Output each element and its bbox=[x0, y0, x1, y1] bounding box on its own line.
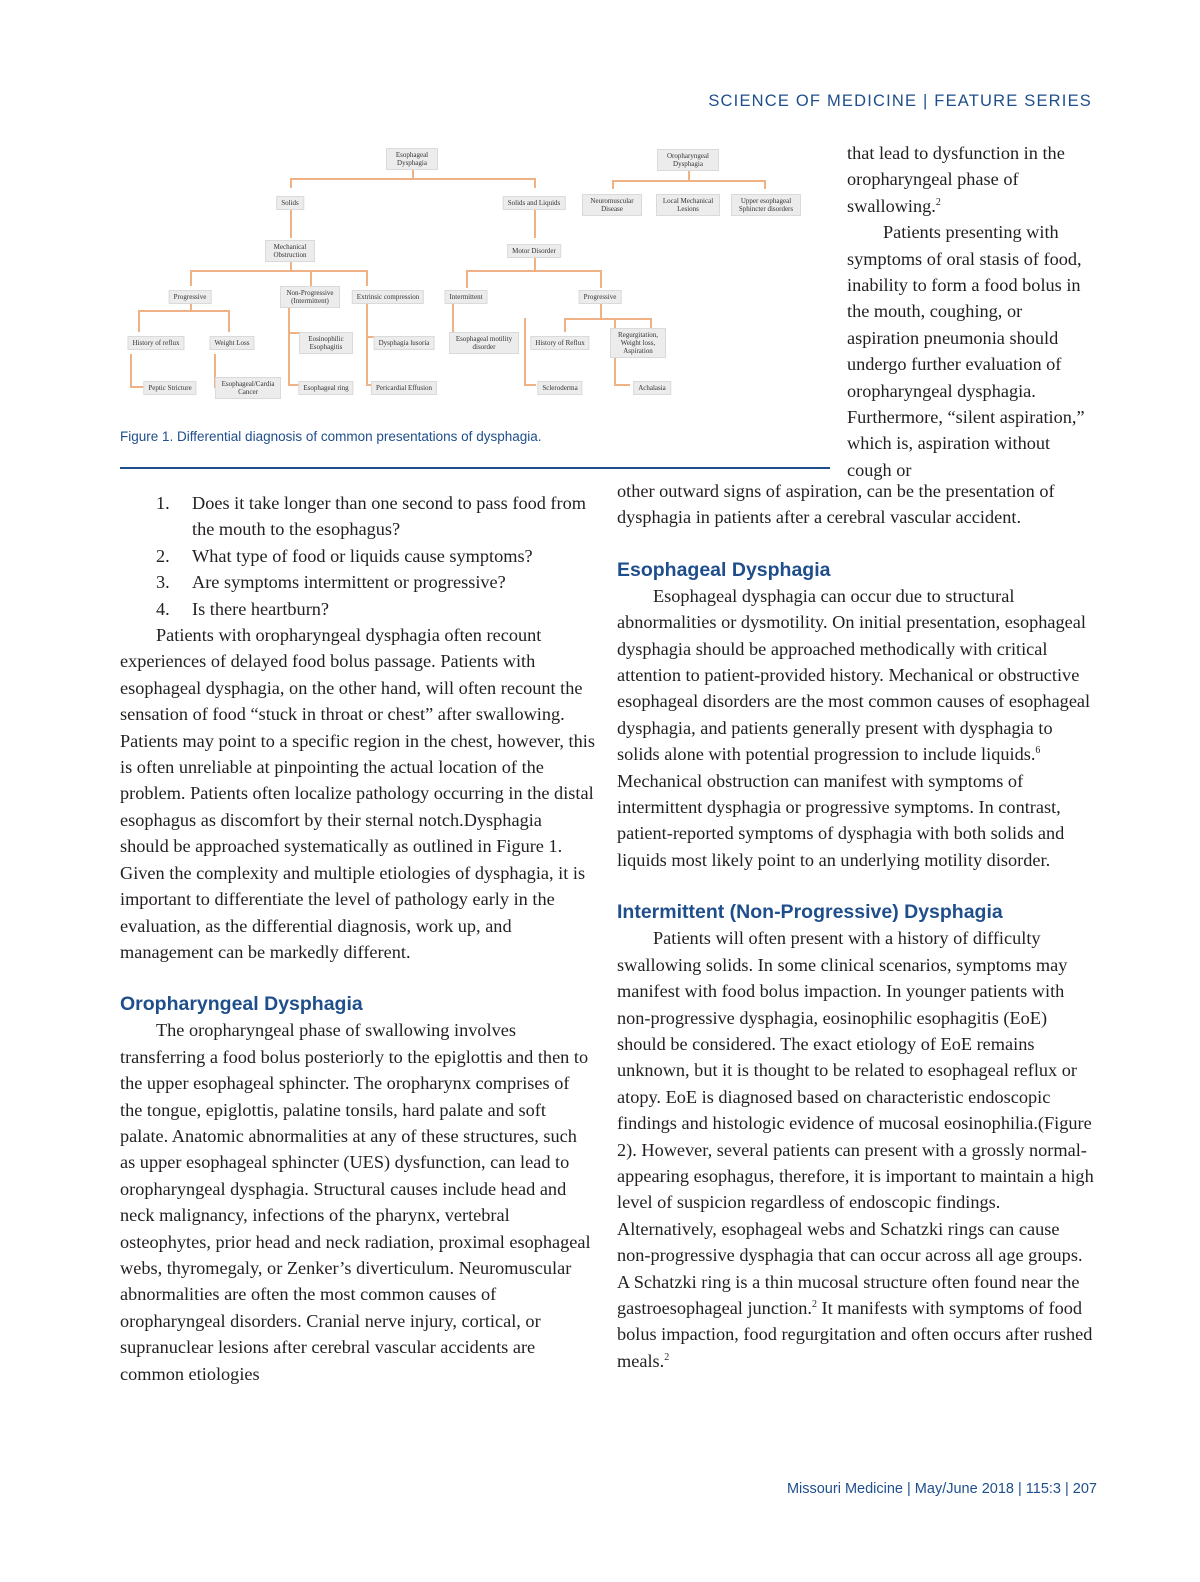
list-text: Are symptoms intermittent or progressive? bbox=[192, 572, 506, 593]
node-esophageal-dysphagia: Esophageal Dysphagia bbox=[386, 148, 438, 170]
node-weight-loss: Weight Loss bbox=[209, 336, 254, 350]
node-solids-and-liquids: Solids and Liquids bbox=[503, 196, 566, 210]
node-ues-disorders: Upper esophageal Sphincter disorders bbox=[731, 194, 801, 216]
left-column bbox=[120, 490, 595, 1387]
connector bbox=[612, 180, 766, 182]
node-non-progressive: Non-Progressive (Intermittent) bbox=[280, 286, 340, 308]
node-extrinsic-compression: Extrinsic compression bbox=[352, 290, 424, 304]
paragraph bbox=[847, 140, 1097, 219]
connector bbox=[524, 384, 536, 386]
connector bbox=[600, 304, 602, 318]
node-achalasia: Achalasia bbox=[633, 381, 671, 395]
running-header: SCIENCE OF MEDICINE | FEATURE SERIES bbox=[708, 92, 1092, 110]
list-item bbox=[120, 543, 595, 569]
list-number: 4. bbox=[156, 598, 170, 619]
connector bbox=[764, 180, 766, 189]
paragraph-text: Mechanical obstruction can manifest with symptoms of intermittent dysphagia or progressive symptoms. In contrast, patient-reported symptoms of dysphagia with both solids and liquids most likely point to an underlying motility disorder. bbox=[617, 770, 1065, 870]
paragraph-text: It manifests with symptoms of food bolus impaction, food regurgitation and often occurs after rushed meals. bbox=[617, 1297, 1093, 1371]
node-peptic-stricture: Peptic Stricture bbox=[143, 381, 196, 395]
list-item bbox=[120, 569, 595, 595]
right-column-top bbox=[847, 140, 1097, 483]
section-heading-intermittent: Intermittent (Non-Progressive) Dysphagia bbox=[617, 901, 1003, 924]
figure-divider bbox=[120, 467, 830, 469]
connector bbox=[290, 210, 292, 238]
node-dysphagia-lusoria: Dysphagia lusoria bbox=[374, 336, 435, 350]
figure-caption: Figure 1. Differential diagnosis of common presentations of dysphagia. bbox=[120, 429, 542, 444]
node-regurgitation: Regurgitation, Weight loss, Aspiration bbox=[610, 328, 666, 358]
connector bbox=[534, 258, 536, 270]
connector bbox=[534, 178, 536, 188]
connector bbox=[366, 270, 368, 286]
connector bbox=[564, 318, 652, 320]
connector bbox=[290, 178, 536, 180]
connector bbox=[138, 310, 230, 312]
list-text: What type of food or liquids cause symptoms? bbox=[192, 545, 533, 566]
reference-marker: 2 bbox=[811, 1298, 817, 1310]
connector bbox=[564, 318, 566, 332]
connector bbox=[130, 354, 132, 388]
node-progressive-right: Progressive bbox=[579, 290, 622, 304]
connector bbox=[190, 270, 192, 286]
node-eosinophilic-esophagitis: Eosinophilic Esophagitis bbox=[299, 332, 353, 354]
list-text: Does it take longer than one second to pass food from the mouth to the esophagus? bbox=[192, 493, 586, 540]
list-item bbox=[120, 596, 595, 622]
list-number: 2. bbox=[156, 545, 170, 566]
node-scleroderma: Scleroderma bbox=[537, 381, 582, 395]
spacer bbox=[617, 873, 1097, 899]
paragraph-text: that lead to dysfunction in the oropharyngeal phase of swallowing. bbox=[847, 143, 1065, 216]
reference-marker: 2 bbox=[664, 1351, 670, 1363]
paragraph: other outward signs of aspiration, can be the presentation of dysphagia in patients after a cerebral vascular accident. bbox=[617, 481, 1055, 528]
node-history-of-reflux-right: History of Reflux bbox=[530, 336, 589, 350]
list-number: 1. bbox=[156, 493, 170, 513]
paragraph: Patients presenting with symptoms of oral stasis of food, inability to form a food bolus in the mouth, coughing, or aspiration pneumonia should undergo further evaluation of oropharyngeal dysphagia. Furthermore, “silent aspiration,” which is, aspiration without cough or bbox=[847, 222, 1085, 480]
paragraph: Patients with oropharyngeal dysphagia often recount experiences of delayed food bolus passage. Patients with esophageal dysphagia, on the other hand, will often recount the sensation of food “stuck in throat or chest” after swallowing. Patients may point to a specific region in the chest, however, this is often unreliable at pinpointing the actual location of the problem. Patients often localize pathology occurring in the distal esophagus as discomfort by their sternal notch.Dysphagia should be approached systematically as outlined in Figure 1. Given the complexity and multiple etiologies of dysphagia, it is important to differentiate the level of pathology early in the evaluation, as the differential diagnosis, work up, and management can be markedly different. bbox=[120, 625, 595, 962]
node-motor-disorder: Motor Disorder bbox=[507, 244, 561, 258]
list-text: Is there heartburn? bbox=[192, 598, 330, 619]
connector bbox=[130, 386, 144, 388]
connector bbox=[614, 384, 630, 386]
paragraph-text: Esophageal dysphagia can occur due to structural abnormalities or dysmotility. On initial presentation, esophageal dysphagia should be approached methodically with critical attention to patient-provided history. Mechanical or obstructive esophageal disorders are the most common causes of esophageal dysphagia, and patients generally present with dysphagia to solids alone with potential progression to include liquids. bbox=[617, 585, 1091, 765]
connector bbox=[524, 318, 526, 386]
spacer bbox=[617, 531, 1097, 557]
node-intermittent: Intermittent bbox=[444, 290, 487, 304]
node-esophageal-motility: Esophageal motility disorder bbox=[449, 332, 519, 354]
node-neuromuscular: Neuromuscular Disease bbox=[582, 194, 642, 216]
list-item bbox=[120, 490, 595, 543]
reference-marker: 2 bbox=[935, 196, 941, 208]
node-esophageal-ring: Esophageal ring bbox=[298, 381, 353, 395]
page-footer: Missouri Medicine | May/June 2018 | 115:3 | 207 bbox=[786, 1481, 1097, 1497]
node-history-of-reflux-left: History of reflux bbox=[127, 336, 184, 350]
node-oropharyngeal-dysphagia: Oropharyngeal Dysphagia bbox=[657, 149, 719, 171]
connector bbox=[288, 302, 290, 386]
node-solids: Solids bbox=[276, 196, 304, 210]
reference-marker: 6 bbox=[1035, 745, 1041, 757]
connector bbox=[190, 270, 368, 272]
connector bbox=[138, 310, 140, 332]
connector bbox=[228, 310, 230, 332]
section-heading-oropharyngeal: Oropharyngeal Dysphagia bbox=[120, 993, 363, 1016]
connector bbox=[534, 210, 536, 238]
node-pericardial-effusion: Pericardial Effusion bbox=[371, 381, 437, 395]
connector bbox=[310, 270, 312, 286]
connector bbox=[466, 270, 468, 288]
connector bbox=[600, 270, 602, 288]
paragraph: The oropharyngeal phase of swallowing involves transferring a food bolus posteriorly to the epiglottis and then to the upper esophageal sphincter. The oropharynx comprises of the tongue, epiglottis, palatine tonsils, hard palate and soft palate. Anatomic abnormalities at any of these structures, such as upper esophageal sphincter (UES) dysfunction, can lead to oropharyngeal dysphagia. Structural causes include head and neck malignancy, infections of the pharynx, vertebral osteophytes, prior head and neck radiation, proximal esophageal webs, thyromegaly, or Zenker’s diverticulum. Neuromuscular abnormalities are often the most common causes of oropharyngeal disorders. Cranial nerve injury, cortical, or supranuclear lesions after cerebral vascular accidents are common etiologies bbox=[120, 1020, 591, 1384]
paragraph-text: Patients will often present with a history of difficulty swallowing solids. In some clinical scenarios, symptoms may manifest with food bolus impaction. In younger patients with non-progressive dysphagia, eosinophilic esophagitis (EoE) should be considered. The exact etiology of EoE remains unknown, but it is thought to be related to esophageal reflux or atopy. EoE is diagnosed based on characteristic endoscopic findings and histologic evidence of mucosal eosinophilia.(Figure 2). However, several patients can present with a grossly normal-appearing esophagus, therefore, it is important to maintain a high level of suspicion regardless of endoscopic findings. Alternatively, esophageal webs and Schatzki rings can cause non-progressive dysphagia that can occur across all age groups. A Schatzki ring is a thin mucosal structure often found near the gastroesophageal junction. bbox=[617, 928, 1094, 1318]
section-heading-esophageal: Esophageal Dysphagia bbox=[617, 558, 831, 581]
connector bbox=[366, 302, 368, 386]
node-esophageal-cardia-cancer: Esophageal/Cardia Cancer bbox=[215, 377, 281, 399]
node-mechanical-obstruction: Mechanical Obstruction bbox=[265, 240, 315, 262]
dysphagia-flowchart bbox=[118, 140, 818, 410]
list-number: 3. bbox=[156, 572, 170, 593]
connector bbox=[612, 180, 614, 189]
question-list bbox=[120, 490, 595, 622]
node-local-mechanical: Local Mechanical Lesions bbox=[656, 194, 720, 216]
paragraph bbox=[617, 583, 1097, 873]
connector bbox=[466, 270, 602, 272]
right-column-body bbox=[617, 478, 1097, 1374]
connector bbox=[290, 178, 292, 188]
paragraph bbox=[617, 925, 1097, 1374]
node-progressive-left: Progressive bbox=[169, 290, 212, 304]
spacer bbox=[120, 965, 595, 991]
